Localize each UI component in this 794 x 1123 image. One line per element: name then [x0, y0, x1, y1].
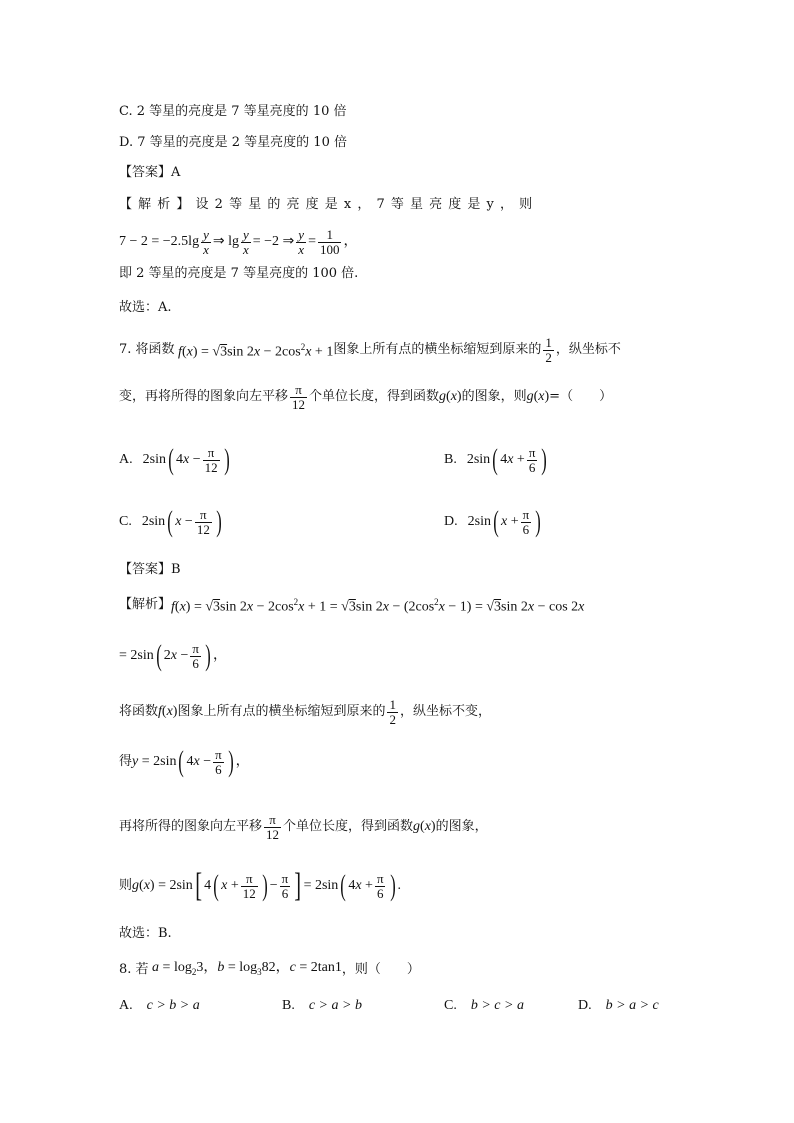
analysis-q7-line2: = 2sin ( 2x − $\frac{\pi}{6}$ ) ， — [119, 639, 227, 672]
answer-q7: 【答案】B — [119, 562, 181, 577]
analysis-q7-line5: 再将所得的图象向左平移 $\frac{\pi}{12}$ 个单位长度，得到函数 g(x) 的图象， — [119, 811, 488, 842]
analysis-q6-result: 即 2 等星的亮度是 7 等星亮度的 100 倍. — [119, 266, 359, 281]
analysis-q6-equation: 7 − 2 = −2.5lg $\frac{y}{x}$ ⇒ lg $\frac{y}{x}$ = −2 ⇒ $\frac{y}{x}$ = $\frac{1}{100}$ ， — [119, 226, 358, 257]
question-8-options — [119, 988, 679, 1024]
option-d-q8: D. b > a > c — [578, 998, 659, 1013]
question-7-options-row1 — [119, 440, 679, 480]
option-d-q7: D. 2sin ( x + $\frac{\pi}{6}$ ) — [444, 505, 541, 538]
question-7-line2: 变，再将所得的图象向左平移 $\frac{\pi}{12}$ 个单位长度，得到函数 g(x) 的图象，则 g(x) =（ ） — [119, 381, 613, 412]
analysis-q6-head: 【 解 析 】 设 2 等 星 的 亮 度 是 x ， 7 等 星 亮 度 是 y ， 则 — [119, 197, 533, 212]
choose-q6: 故选：A. — [119, 300, 172, 315]
analysis-q7-line1: 【解析】 f(x) = √3sin $2x - 2\cos^2x + 1 = √3\sin$ $2x - (2\cos^2x - 1) = √3\sin$ 2x − cos 2x — [119, 597, 585, 615]
answer-q6: 【答案】A — [119, 165, 181, 180]
option-a-q7: A. 2sin ( 4x − $\frac{\pi}{12}$ ) — [119, 443, 230, 476]
analysis-q7-line4: 得 y = 2sin ( 4x − $\frac{\pi}{6}$ ) ， — [119, 745, 250, 778]
question-7-options-row2 — [119, 502, 679, 542]
option-d-q6: D. 7 等星的亮度是 2 等星亮度的 10 倍 — [119, 135, 347, 150]
option-a-q8: A. c > b > a — [119, 998, 200, 1013]
option-c-q7: C. 2sin ( x − $\frac{\pi}{12}$ ) — [119, 505, 222, 538]
choose-q7: 故选：B. — [119, 926, 172, 941]
option-b-q7: B. 2sin ( 4x + $\frac{\pi}{6}$ ) — [444, 443, 548, 476]
option-c-q8: C. b > c > a — [444, 998, 524, 1013]
question-7-line1: 7. 将函数 f(x) = √3sin $2x - 2\cos^2x + 1$ 图象上所有点的横坐标缩短到原来的 $\frac{1}{2}$ ，纵坐标不 — [119, 334, 621, 365]
analysis-q7-line3: 将函数 f(x) 图象上所有点的横坐标缩短到原来的 $\frac{1}{2}$ ，纵坐标不变， — [119, 696, 491, 727]
analysis-q7-line6: 则 g(x) = 2sin [ 4 ( x + $\frac{\pi}{12}$ ) − $\frac{\pi}{6}$ ] = 2sin ( 4x + $\frac{\pi}{6}$ ) . — [119, 867, 402, 904]
question-8: 8. 若 $a = \log_23$，$b = \log_382$，c = 2tan1 ，则（ ） — [119, 960, 420, 977]
option-c-q6: C. 2 等星的亮度是 7 等星亮度的 10 倍 — [119, 104, 347, 119]
option-b-q8: B. c > a > b — [282, 998, 362, 1013]
